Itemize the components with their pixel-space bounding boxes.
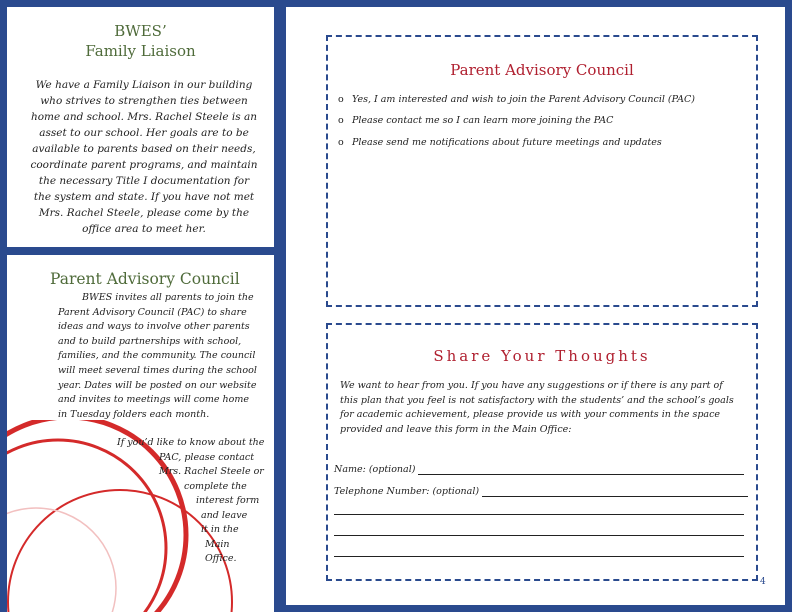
contact-line: and leave (201, 509, 248, 521)
contact-line: If you’d like to know about the (117, 437, 265, 448)
liaison-title-line1: BWES’ (114, 22, 167, 40)
comment-line[interactable] (334, 514, 744, 515)
pac-option-join[interactable] (338, 94, 695, 105)
pac-option-notify[interactable] (338, 137, 662, 148)
comment-line[interactable] (334, 535, 744, 536)
share-title: Share Your Thoughts (433, 347, 651, 365)
contact-line: Main (205, 538, 230, 550)
contact-line: interest form (196, 495, 260, 506)
share-description: We want to hear from you. If you have any suggestions or if there is any part of this plan that you feel is not satisfactory with the students’ and the school’s goals for academic achievement, please provide us with your comments in the space provided and leave this form in the Main Office: (340, 380, 734, 435)
contact-line: Mrs. Rachel Steele or (159, 466, 264, 477)
pac-contact-note (117, 436, 267, 567)
comment-line[interactable] (334, 556, 744, 557)
name-input-line[interactable] (418, 473, 744, 475)
option-label: Please send me notifications about future meetings and updates (352, 137, 662, 148)
liaison-title (7, 21, 274, 61)
pac-form-title: Parent Advisory Council (450, 61, 634, 79)
phone-field[interactable] (334, 486, 748, 497)
pac-option-contact[interactable] (338, 115, 613, 126)
pac-info-title: Parent Advisory Council (50, 270, 240, 288)
name-field[interactable] (334, 464, 744, 475)
contact-line: complete the (184, 480, 247, 492)
pac-info-text: BWES invites all parents to join the Parent Advisory Council (PAC) to share ideas and ways to involve other parents and to build partnerships with school, families, and the community. The council will meet several times during the school year. Dates will be posted on our website and invites to meetings will come home in Tuesday folders each month. (58, 292, 257, 420)
checkbox-bullet[interactable]: o (338, 94, 344, 105)
option-label: Please contact me so I can learn more joining the PAC (352, 115, 614, 126)
liaison-description: We have a Family Liaison in our building who strives to strengthen ties between home and school. Mrs. Rachel Steele is an asset to our school. Her goals are to be available to parents based on their needs, coordinate parent programs, and maintain the necessary Title I documentation for the system and state. If you have not met Mrs. Rachel Steele, please come by the office area to meet her. (30, 79, 258, 235)
page-number: 4 (760, 577, 766, 587)
checkbox-bullet[interactable]: o (338, 137, 344, 148)
phone-label: Telephone Number: (optional) (334, 486, 480, 497)
liaison-title-line2: Family Liaison (85, 42, 196, 60)
contact-line: Office. (205, 553, 237, 564)
pac-info-description (58, 291, 258, 422)
checkbox-bullet[interactable]: o (338, 115, 344, 126)
contact-line: it in the (201, 524, 239, 535)
contact-line: PAC, please contact (159, 451, 255, 463)
option-label: Yes, I am interested and wish to join the Parent Advisory Council (PAC) (352, 94, 695, 105)
phone-input-line[interactable] (482, 495, 748, 497)
name-label: Name: (optional) (334, 464, 416, 475)
